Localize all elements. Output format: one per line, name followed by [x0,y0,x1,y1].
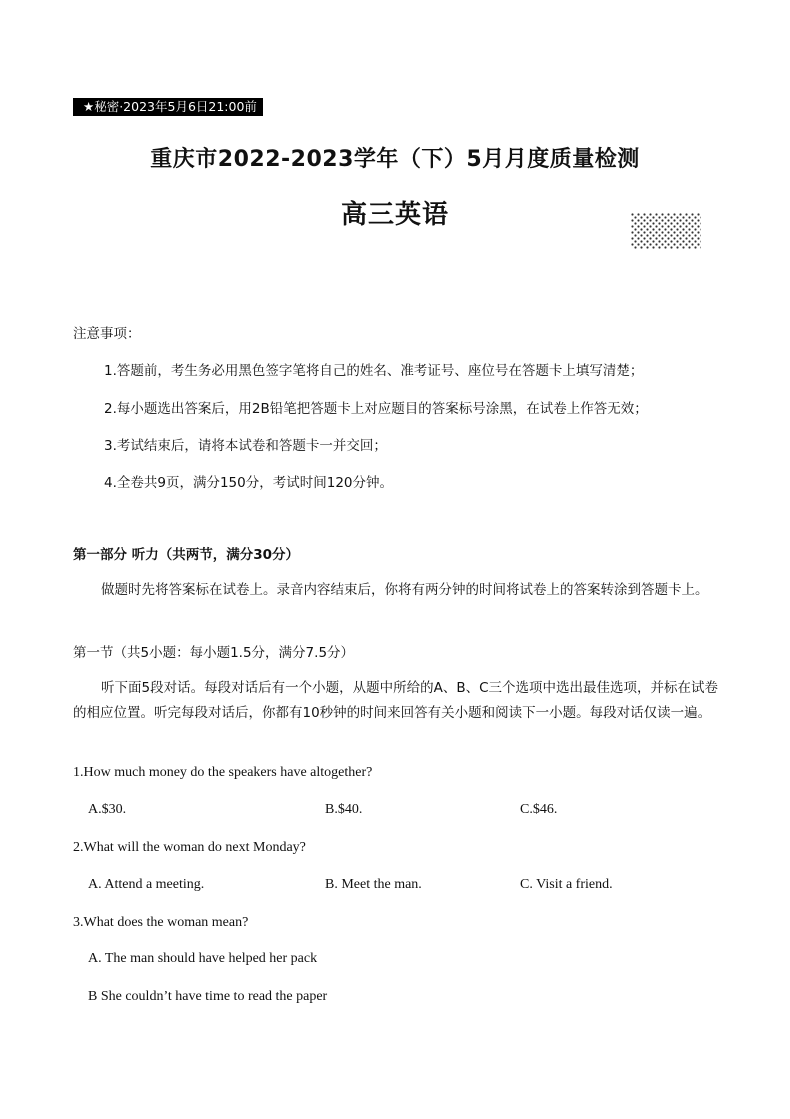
notice-item: 4.全卷共9页，满分150分，考试时间120分钟。 [104,475,394,491]
question-2-option-b: B. Meet the man. [325,877,422,892]
notice-heading: 注意事项： [73,326,141,342]
notice-item: 2.每小题选出答案后，用2B铅笔把答题卡上对应题目的答案标号涂黑，在试卷上作答无效； [104,401,648,417]
question-2-option-a: A. Attend a meeting. [88,877,205,892]
notice-item: 1.答题前，考生务必用黑色签字笔将自己的姓名、准考证号、座位号在答题卡上填写清楚； [104,363,644,379]
question-3-option-a: A. The man should have helped her pack [88,951,318,966]
decorative-dot-pattern-icon [631,213,701,249]
notice-item: 3.考试结束后，请将本试卷和答题卡一并交回； [104,438,387,454]
question-2-stem: 2.What will the woman do next Monday? [73,840,306,855]
question-1-option-b: B.$40. [325,802,363,817]
question-1-option-a: A.$30. [88,802,127,817]
section1-heading: 第一节（共5小题：每小题1.5分，满分7.5分） [73,645,355,661]
part1-heading: 第一部分 听力（共两节，满分30分） [73,547,299,563]
question-3-stem: 3.What does the woman mean? [73,915,249,930]
question-2-option-c: C. Visit a friend. [520,877,613,892]
question-1-stem: 1.How much money do the speakers have altogether? [73,765,373,780]
exam-title: 重庆市2022-2023学年（下）5月月度质量检测 [150,147,640,172]
subject-title: 高三英语 [340,200,449,230]
section1-intro: 听下面5段对话。每段对话后有一个小题，从题中所给的A、B、C三个选项中选出最佳选项，并标在试卷的相应位置。听完每段对话后，你都有10秒钟的时间来回答有关小题和阅读下一小题。每段对话仅读一遍。 [73,680,719,721]
question-1-option-c: C.$46. [520,802,558,817]
confidential-tag: ★秘密·2023年5月6日21:00前 [73,98,263,116]
part1-intro: 做题时先将答案标在试卷上。录音内容结束后，你将有两分钟的时间将试卷上的答案转涂到答题卡上。 [101,582,709,598]
question-3-option-b: B She couldn’t have time to read the paper [88,989,328,1004]
